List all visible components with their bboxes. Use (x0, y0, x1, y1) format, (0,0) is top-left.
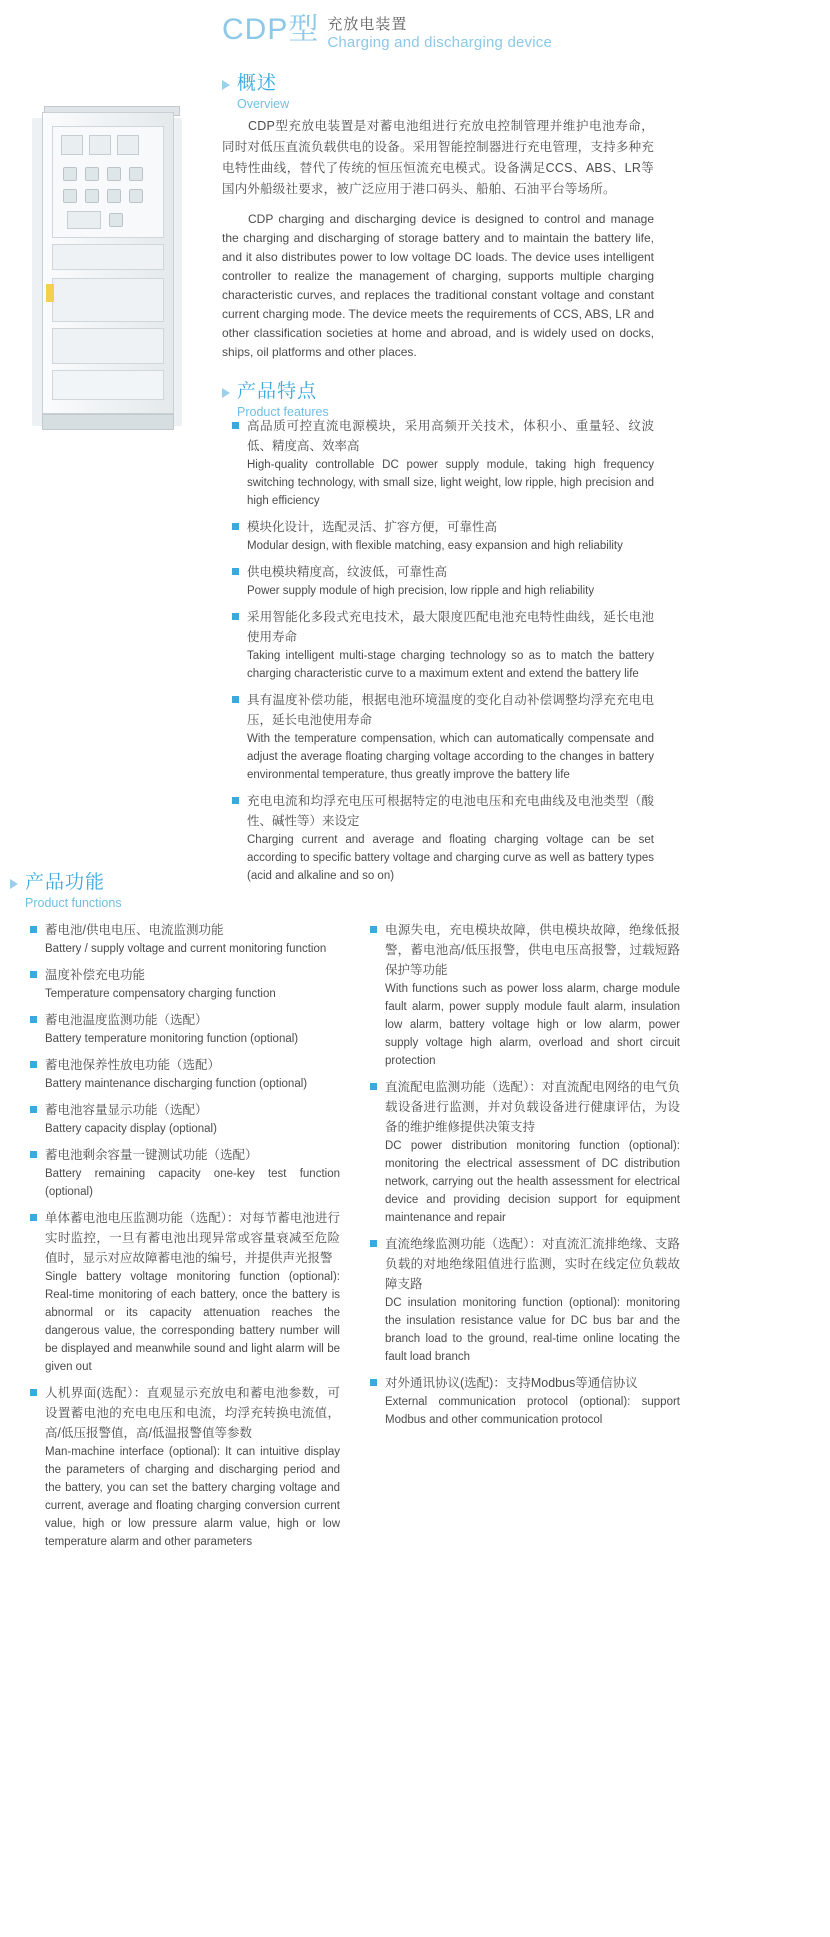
functions-column-left (30, 920, 340, 1558)
overview-body (222, 116, 654, 362)
triangle-bullet-icon (10, 879, 18, 889)
function-text-en: Battery capacity display (optional) (45, 1123, 217, 1135)
function-text-en: With functions such as power loss alarm, charge module fault alarm, power supply module fault alarm, insulation low alarm, battery voltage high or low alarm, power supply voltage high alarm, overload and short circuit protection (385, 983, 680, 1067)
indicator-lamp-icon (107, 189, 121, 203)
feature-item (232, 517, 654, 555)
feature-item (232, 562, 654, 600)
function-item (30, 965, 340, 1003)
product-title-en: Charging and discharging device (327, 34, 553, 51)
feature-item (232, 607, 654, 683)
function-text-cn: 蓄电池容量显示功能（选配） (30, 1100, 340, 1120)
indicator-lamp-icon (85, 189, 99, 203)
function-text-cn: 蓄电池保养性放电功能（选配） (30, 1055, 340, 1075)
product-model: CDP型 (222, 13, 320, 46)
feature-text-cn: 采用智能化多段式充电技术，最大限度匹配电池充电特性曲线，延长电池使用寿命 (232, 607, 654, 647)
function-text-cn: 蓄电池/供电电压、电流监测功能 (30, 920, 340, 940)
function-text-cn: 单体蓄电池电压监测功能（选配）：对每节蓄电池进行实时监控，一旦有蓄电池出现异常或容量衰减至危险值时，显示对应故障蓄电池的编号，并提供声光报警 (30, 1208, 340, 1268)
feature-item (232, 791, 654, 885)
cabinet-module-slot (52, 328, 164, 364)
meter-icon (61, 135, 83, 155)
function-text-cn: 人机界面(选配）：直观显示充放电和蓄电池参数，可设置蓄电池的充电电压和电流，均浮充转换电流值，高/低压报警值，高/低温报警值等参数 (30, 1383, 340, 1443)
control-knob-icon (109, 213, 123, 227)
feature-text-en: Charging current and average and floating charging voltage can be set according to specific battery voltage and charging curve as well as battery types (acid and alkaline and so on) (247, 834, 654, 882)
features-title-cn: 产品特点 (237, 381, 318, 402)
triangle-bullet-icon (222, 80, 230, 90)
cabinet-base (42, 414, 174, 430)
function-text-cn: 直流绝缘监测功能（选配）：对直流汇流排绝缘、支路负载的对地绝缘阻值进行监测，实时在线定位负载故障支路 (370, 1234, 680, 1294)
indicator-lamp-icon (63, 167, 77, 181)
cabinet-label-tag (46, 284, 54, 302)
function-item (30, 1145, 340, 1201)
function-text-cn: 对外通讯协议(选配)：支持Modbus等通信协议 (370, 1373, 680, 1393)
function-item (370, 920, 680, 1070)
indicator-lamp-icon (129, 167, 143, 181)
function-text-en: Battery temperature monitoring function (optional) (45, 1033, 299, 1045)
function-item (30, 1100, 340, 1138)
feature-text-cn: 高品质可控直流电源模块，采用高频开关技术，体积小、重量轻、纹波低、精度高、效率高 (232, 416, 654, 456)
function-text-en: Man-machine interface (optional): It can intuitive display the parameters of charging and discharging period and the battery, you can set the battery charging voltage and current, average and floating charging conversion current value, high or low pressure alarm value, high or low temperature alarm and other parameters (45, 1446, 340, 1548)
features-list (232, 416, 654, 892)
function-text-en: DC power distribution monitoring function (optional): monitoring the electrical assessment of DC distribution network, carrying out the health assessment for electrical device and providing decision support for equipment maintenance and repair (385, 1140, 680, 1224)
meter-icon (89, 135, 111, 155)
function-text-cn: 蓄电池温度监测功能（选配） (30, 1010, 340, 1030)
function-text-cn: 蓄电池剩余容量一键测试功能（选配） (30, 1145, 340, 1165)
function-text-en: Single battery voltage monitoring function (optional): Real-time monitoring of each battery, once the battery is abnormal or its capacity attenuation reaches the dangerous value, the corresponding battery number will be displayed and meanwhile sound and light alarm will be given out (45, 1271, 340, 1373)
feature-text-en: High-quality controllable DC power supply module, taking high frequency switching technology, with small size, light weight, low ripple, high precision and high efficiency (247, 459, 654, 507)
overview-title-cn: 概述 (237, 73, 278, 94)
functions-column-right (370, 920, 680, 1436)
feature-item (232, 690, 654, 784)
display-screen-icon (67, 211, 101, 229)
function-text-en: External communication protocol (optional): support Modbus and other communication protocol (385, 1396, 680, 1426)
section-title-overview (222, 73, 289, 113)
triangle-bullet-icon (222, 388, 230, 398)
function-text-en: Battery / supply voltage and current monitoring function (45, 943, 327, 955)
function-item (30, 1208, 340, 1376)
meter-icon (117, 135, 139, 155)
cabinet-module-slot (52, 278, 164, 322)
function-text-cn: 电源失电，充电模块故障，供电模块故障，绝缘低报警，蓄电池高/低压报警，供电电压高报警，过载短路保护等功能 (370, 920, 680, 980)
function-text-cn: 直流配电监测功能（选配）：对直流配电网络的电气负载设备进行监测，并对负载设备进行健康评估，为设备的维护维修提供决策支持 (370, 1077, 680, 1137)
overview-paragraph-en: CDP charging and discharging device is designed to control and manage the charging and discharging of storage battery and to maintain the battery life, and it also distributes power to low voltage DC loads. The device uses intelligent controller to realize the management of charging, supports multiple charging characteristic curves, and replaces the traditional constant voltage and constant current charging mode. The device meets the requirements of CCS, ABS, LR and other classification societies at home and abroad, and is widely used on docks, ships, oil platforms and other places. (222, 212, 654, 359)
functions-title-cn: 产品功能 (25, 872, 106, 893)
function-item (370, 1077, 680, 1227)
page-header (222, 14, 552, 53)
features-title-en: Product features (237, 405, 329, 419)
cabinet-module-slot (52, 370, 164, 400)
indicator-lamp-icon (107, 167, 121, 181)
feature-text-en: Taking intelligent multi-stage charging technology so as to match the battery charging characteristic curve to a maximum extent and extend the battery life (247, 650, 654, 680)
section-title-functions (10, 872, 122, 912)
function-text-en: Battery remaining capacity one-key test function (optional) (45, 1168, 340, 1198)
function-item (370, 1234, 680, 1366)
function-item (30, 1383, 340, 1551)
product-photo (26, 112, 191, 432)
feature-text-en: Modular design, with flexible matching, easy expansion and high reliability (247, 540, 623, 552)
indicator-lamp-icon (85, 167, 99, 181)
section-title-features (222, 381, 329, 421)
function-item (30, 920, 340, 958)
feature-text-cn: 充电电流和均浮充电压可根据特定的电池电压和充电曲线及电池类型（酸性、碱性等）来设定 (232, 791, 654, 831)
feature-text-cn: 模块化设计，选配灵活、扩容方便，可靠性高 (232, 517, 654, 537)
function-item (30, 1010, 340, 1048)
function-text-en: Temperature compensatory charging function (45, 988, 276, 1000)
cabinet-module-slot (52, 244, 164, 270)
indicator-lamp-icon (63, 189, 77, 203)
feature-item (232, 416, 654, 510)
function-text-en: Battery maintenance discharging function (optional) (45, 1078, 308, 1090)
cabinet-instrument-panel (52, 126, 164, 238)
feature-text-cn: 具有温度补偿功能，根据电池环境温度的变化自动补偿调整均浮充充电电压，延长电池使用寿命 (232, 690, 654, 730)
functions-title-en: Product functions (25, 896, 122, 910)
feature-text-en: With the temperature compensation, which can automatically compensate and adjust the average floating charging voltage according to the changes in battery environmental temperature, thus greatly improve the battery life (247, 733, 654, 781)
function-item (30, 1055, 340, 1093)
feature-text-en: Power supply module of high precision, low ripple and high reliability (247, 585, 595, 597)
function-item (370, 1373, 680, 1429)
indicator-lamp-icon (129, 189, 143, 203)
function-text-cn: 温度补偿充电功能 (30, 965, 340, 985)
overview-title-en: Overview (237, 97, 290, 111)
product-title-cn: 充放电装置 (327, 16, 408, 33)
overview-paragraph-cn: CDP型充放电装置是对蓄电池组进行充放电控制管理并维护电池寿命，同时对低压直流负载供电的设备。采用智能控制器进行充电管理，支持多种充电特性曲线，替代了传统的恒压恒流充电模式。设备满足CCS、ABS、LR等国内外船级社要求，被广泛应用于港口码头、船舶、石油平台等场所。 (222, 119, 654, 196)
feature-text-cn: 供电模块精度高，纹波低，可靠性高 (232, 562, 654, 582)
function-text-en: DC insulation monitoring function (optional): monitoring the insulation resistance value for DC bus bar and the branch load to the ground, real-time online locating the fault load branch (385, 1297, 680, 1363)
